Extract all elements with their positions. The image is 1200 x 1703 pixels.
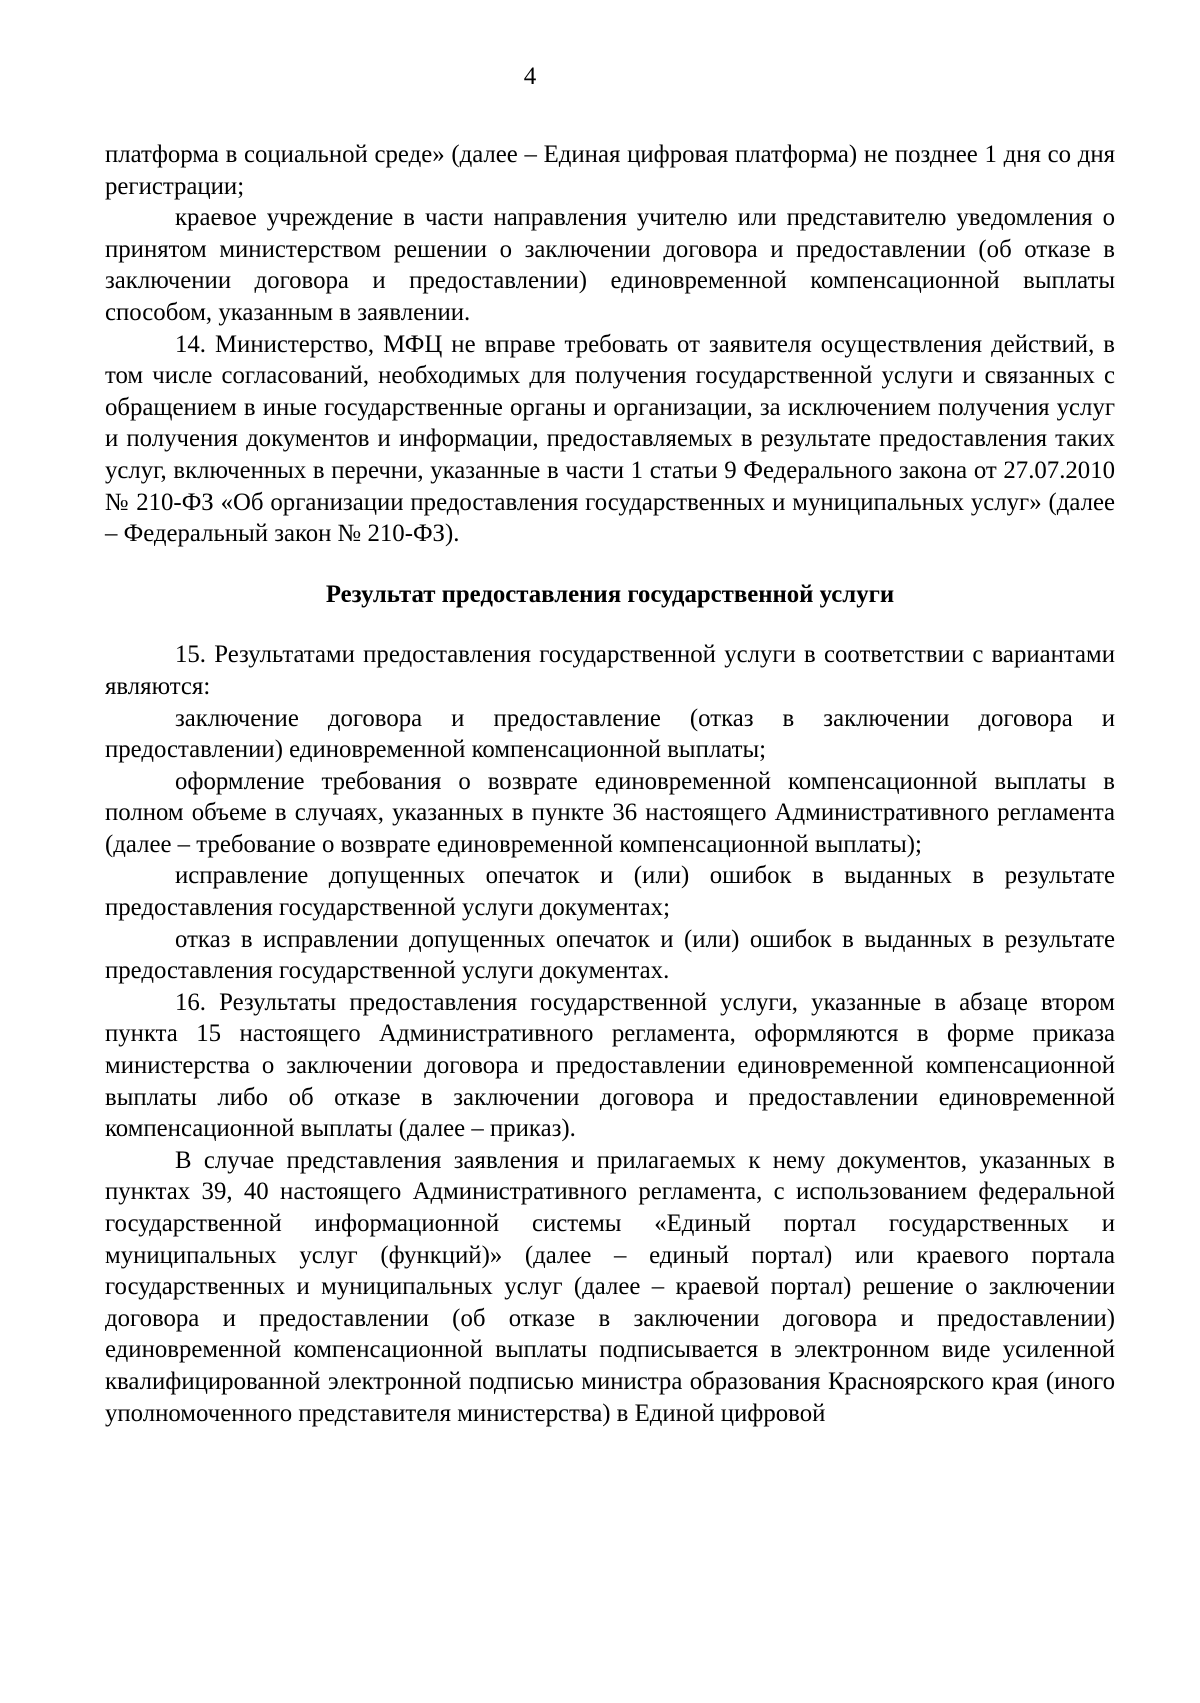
paragraph: В случае представления заявления и прилагаемых к нему документов, указанных в пунктах 39, 40 настоящего Административного регламента, с использованием федеральной государственной информационной системы «Единый портал государственных и муниципальных услуг (функций)» (далее – единый портал) или краевого портала государственных и муниципальных услуг (далее – краевой портал) решение о заключении договора и предоставлении (об отказе в заключении договора и предоставлении) единовременной компенсационной выплаты подписывается в электронном виде усиленной квалифицированной электронной подписью министра образования Красноярского края (иного уполномоченного представителя министерства) в Единой цифровой	[105, 1146, 1115, 1427]
list-item: исправление допущенных опечаток и (или) ошибок в выданных в результате предоставления государственной услуги документах;	[105, 862, 1115, 922]
paragraph-clause-14: 14. Министерство, МФЦ не вправе требовать от заявителя осуществления действий, в том числе согласований, необходимых для получения государственной услуги и связанных с обращением в иные государственные органы и организации, за исключением получения услуг и получения документов и информации, предоставляемых в результате предоставления таких услуг, включенных в перечни, указанные в части 1 статьи 9 Федерального закона от 27.07.2010 № 210-ФЗ «Об организации предоставления государственных и муниципальных услуг» (далее – Федеральный закон № 210-ФЗ).	[105, 330, 1115, 548]
section-heading: Результат предоставления государственной услуги	[325, 580, 895, 608]
paragraph-clause-15: 15. Результатами предоставления государственной услуги в соответствии с вариантами являются:	[105, 641, 1115, 700]
list-item: оформление требования о возврате единовременной компенсационной выплаты в полном объеме в случаях, указанных в пункте 36 настоящего Административного регламента (далее – требование о возврате единовременной компенсационной выплаты);	[105, 767, 1115, 858]
list-item: отказ в исправлении допущенных опечаток и (или) ошибок в выданных в результате предоставления государственной услуги документах.	[105, 925, 1115, 985]
paragraph-clause-16: 16. Результаты предоставления государственной услуги, указанные в абзаце втором пункта 15 настоящего Административного регламента, оформляются в форме приказа министерства о заключении договора и предоставлении единовременной компенсационной выплаты либо об отказе в заключении договора и предоставлении единовременной компенсационной выплаты (далее – приказ).	[105, 988, 1115, 1143]
list-item: заключение договора и предоставление (отказ в заключении договора и предоставлении) единовременной компенсационной выплаты;	[105, 704, 1115, 764]
document-body	[105, 139, 1115, 1429]
paragraph: краевое учреждение в части направления учителю или представителю уведомления о принятом министерством решении о заключении договора и предоставлении (об отказе в заключении договора и предоставлении) единовременной компенсационной выплаты способом, указанным в заявлении.	[105, 204, 1115, 326]
page-number: 4	[523, 63, 537, 90]
paragraph: платформа в социальной среде» (далее – Единая цифровая платформа) не позднее 1 дня со дня регистрации;	[105, 141, 1115, 200]
